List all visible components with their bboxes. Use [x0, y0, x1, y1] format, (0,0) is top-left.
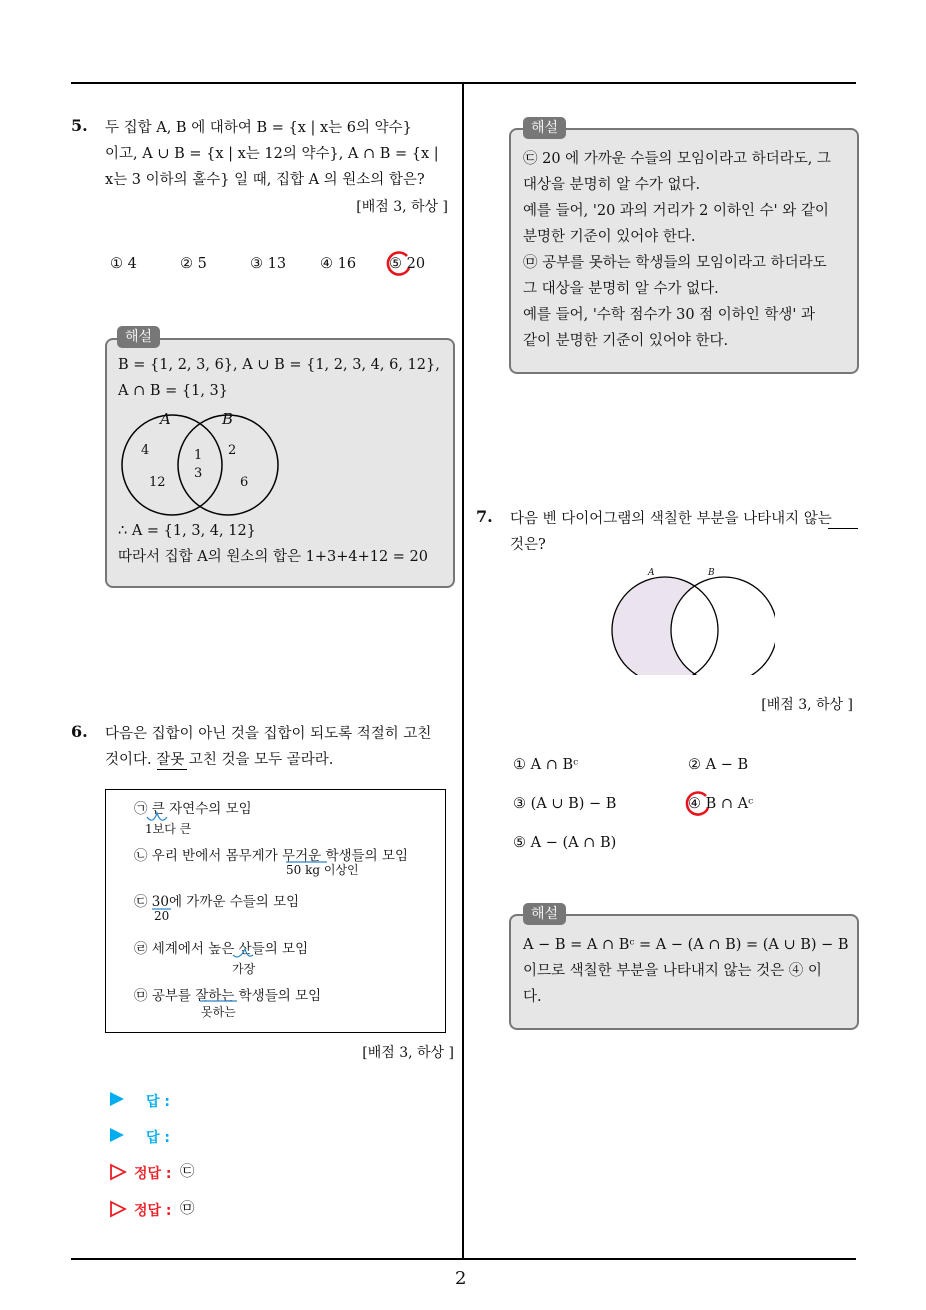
q6-item-1: ㉠ 큰 자연수의 모임: [134, 801, 252, 817]
correct-arrow-icon-2: [109, 1200, 127, 1218]
q6-solution-line-6: 그 대상을 분명히 알 수가 없다.: [523, 281, 719, 297]
q7-answer-mark-icon: [682, 790, 712, 820]
q6-solution-line-8: 같이 분명한 기준이 있어야 한다.: [523, 333, 729, 349]
q6-item-4-correction: 가장: [232, 962, 256, 976]
q7-choice-4[interactable]: ④ B ∩ Aᶜ: [688, 796, 754, 812]
q7-emphasis-underline: [828, 528, 858, 529]
q6-answer-prompt-2[interactable]: 답 :: [146, 1130, 170, 1146]
q5-venn-right-2: 6: [240, 475, 249, 490]
q7-solution-tag: 해설: [523, 903, 566, 925]
q6-line-1: 다음은 집합이 아닌 것을 집합이 되도록 적절히 고친: [105, 726, 432, 742]
q5-venn-label-b: B: [222, 410, 234, 428]
q6-solution-line-3: 예를 들어, '20 과의 거리가 2 이하인 수' 와 같이: [523, 203, 829, 219]
q7-choice-2[interactable]: ② A − B: [688, 757, 749, 773]
q7-choice-3[interactable]: ③ (A ∪ B) − B: [513, 796, 617, 812]
q5-answer-mark-icon: [383, 250, 413, 280]
q7-line-2: 것은?: [510, 537, 546, 553]
q7-solution-line-1: A − B = A ∩ Bᶜ = A − (A ∩ B) = (A ∪ B) − B: [523, 937, 849, 953]
q6-item-5: ㉤ 공부를 잘하는 학생들의 모임: [134, 988, 322, 1004]
q5-venn-right-1: 2: [228, 443, 237, 458]
q6-correction-marks-icon: [105, 789, 444, 1031]
q6-solution-line-5: ㉤ 공부를 못하는 학생들의 모임이라고 하더라도: [523, 255, 827, 271]
bottom-rule: [71, 1258, 856, 1260]
q5-solution-tag: 해설: [117, 326, 160, 348]
q5-line-1: 두 집합 A, B 에 대하여 B = {x | x는 6의 약수}: [105, 120, 412, 136]
q7-venn-label-a: A: [648, 568, 655, 578]
q7-venn-label-b: B: [708, 568, 715, 578]
q5-venn-left-1: 4: [141, 443, 150, 458]
q6-item-5-correction: 못하는: [201, 1005, 236, 1019]
q6-item-3: ㉢ 30에 가까운 수들의 모임: [134, 894, 300, 910]
q7-solution-line-2: 이므로 색칠한 부분을 나타내지 않는 것은 ④ 이: [523, 963, 822, 979]
q7-choice-5[interactable]: ⑤ A − (A ∩ B): [513, 835, 617, 851]
page-number: 2: [455, 1268, 467, 1289]
q6-solution-line-4: 분명한 기준이 있어야 한다.: [523, 229, 696, 245]
q5-choice-2[interactable]: ② 5: [180, 256, 207, 272]
q6-line-2: 것이다. 잘못 고친 것을 모두 골라라.: [105, 752, 334, 768]
q6-item-4: ㉣ 세계에서 높은 산들의 모임: [134, 941, 309, 957]
center-divider: [462, 82, 464, 1260]
q5-choice-3[interactable]: ③ 13: [250, 256, 287, 272]
q5-number: 5.: [71, 116, 88, 135]
answer-arrow-icon-2: [110, 1128, 124, 1142]
q5-choice-4[interactable]: ④ 16: [320, 256, 357, 272]
q6-wrong-underline: [157, 769, 187, 770]
q6-item-2-correction: 50 kg 이상인: [286, 863, 359, 877]
q7-venn-diagram: [605, 575, 775, 675]
q5-venn-circle-a: [122, 415, 222, 515]
q5-solution-line-2: A ∩ B = {1, 3}: [118, 383, 228, 399]
q7-solution-line-3: 다.: [523, 989, 542, 1005]
q5-choice-1[interactable]: ① 4: [110, 256, 137, 272]
q6-correct-value-1: ㉢: [180, 1164, 195, 1180]
q6-correct-label-1: 정답 :: [134, 1166, 172, 1182]
q6-solution-tag: 해설: [523, 117, 566, 139]
q5-venn-label-a: A: [160, 410, 171, 428]
correct-arrow-icon-1: [109, 1163, 127, 1181]
q5-line-2: 이고, A ∪ B = {x | x는 12의 약수}, A ∩ B = {x |: [105, 146, 439, 162]
q6-item-3-correction: 20: [154, 909, 170, 923]
q6-answer-prompt-1[interactable]: 답 :: [146, 1094, 170, 1110]
q6-item-1-correction: 1보다 큰: [145, 822, 192, 836]
q5-venn-left-2: 12: [149, 475, 166, 490]
q7-choice-1[interactable]: ① A ∩ Bᶜ: [513, 757, 579, 773]
q7-score: [배점 3, 하상 ]: [761, 697, 853, 713]
q5-venn-mid-1: 1: [194, 448, 203, 463]
q5-solution-line-1: B = {1, 2, 3, 6}, A ∪ B = {1, 2, 3, 4, 6, 12},: [118, 357, 440, 373]
q7-line-1: 다음 벤 다이어그램의 색칠한 부분을 나타내지 않는: [510, 511, 832, 527]
q6-correct-value-2: ㉤: [180, 1201, 195, 1217]
q6-solution-line-1: ㉢ 20 에 가까운 수들의 모임이라고 하더라도, 그: [523, 151, 831, 167]
q6-correct-label-2: 정답 :: [134, 1203, 172, 1219]
q5-choice-5[interactable]: ⑤ 20: [389, 256, 426, 272]
answer-arrow-icon-1: [110, 1092, 124, 1106]
q5-line-3: x는 3 이하의 홀수} 일 때, 집합 A 의 원소의 합은?: [105, 172, 425, 188]
q5-solution-conclusion-2: 따라서 집합 A의 원소의 합은 1+3+4+12 = 20: [118, 549, 428, 565]
q5-solution-conclusion-1: ∴ A = {1, 3, 4, 12}: [118, 523, 256, 539]
q6-solution-line-7: 예를 들어, '수학 점수가 30 점 이하인 학생' 과: [523, 307, 816, 323]
q6-score: [배점 3, 하상 ]: [362, 1045, 454, 1061]
q7-number: 7.: [476, 507, 493, 526]
q6-solution-line-2: 대상을 분명히 알 수가 없다.: [523, 177, 701, 193]
q5-venn-mid-2: 3: [194, 466, 203, 481]
q6-item-2: ㉡ 우리 반에서 몸무게가 무거운 학생들의 모임: [134, 848, 408, 864]
q5-score: [배점 3, 하상 ]: [356, 199, 448, 215]
q6-number: 6.: [71, 722, 88, 741]
